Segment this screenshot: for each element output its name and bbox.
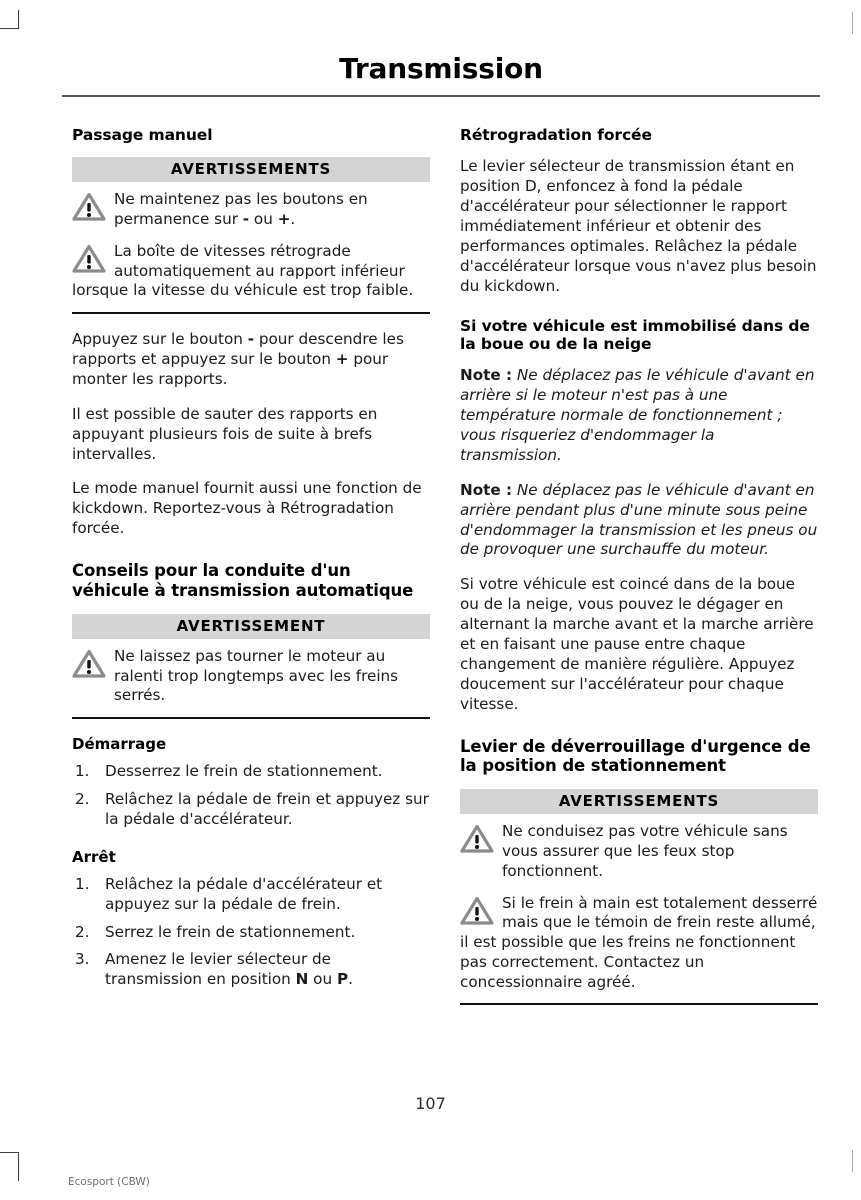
note-two-text: Ne déplacez pas le véhicule d'avant en arrière pendant plus d'une minute sous peine d'endommager la transmission et les pneus ou de provoquer une surchauffe du moteur. — [460, 480, 818, 559]
list-item — [72, 950, 430, 990]
heading-retrogradation-forcee: Rétrogradation forcée — [460, 126, 652, 144]
warning-item — [72, 190, 430, 230]
heading-levier-deverrouillage: Levier de déverrouillage d'urgence de la position de stationnement — [460, 736, 811, 776]
warning-triangle-icon — [460, 824, 494, 854]
warning-block-levier — [460, 789, 818, 1005]
warning-bar-label: AVERTISSEMENTS — [460, 789, 818, 814]
list-arret — [72, 875, 430, 991]
list-demarrage — [72, 762, 430, 830]
right-column — [460, 126, 818, 1021]
heading-demarrage: Démarrage — [72, 735, 167, 754]
paragraph-skip-gears: Il est possible de sauter des rapports en appuyant plusieurs fois de suite à brefs intervalles. — [72, 404, 378, 463]
list-item-number: 2. — [75, 922, 90, 941]
warning-item-text: La boîte de vitesses rétrograde automatiquement au rapport inférieur lorsque la vitesse du véhicule est trop faible. — [72, 241, 414, 300]
list-item — [72, 790, 430, 830]
page-title: Transmission — [339, 52, 543, 85]
warning-item-text: Ne laissez pas tourner le moteur au ralenti trop longtemps avec les freins serrés. — [114, 646, 399, 705]
heading-arret: Arrêt — [72, 847, 116, 866]
warning-item — [460, 894, 818, 993]
footer-model-note: Ecosport (CBW) — [68, 1176, 150, 1188]
warning-triangle-icon — [460, 896, 494, 926]
left-column — [72, 126, 430, 1004]
list-item-text: Relâchez la pédale d'accélérateur et appuyez sur la pédale de frein. — [105, 874, 383, 913]
warning-block-divider — [72, 312, 430, 314]
warning-block-divider — [72, 717, 430, 719]
list-item-number: 2. — [75, 789, 90, 808]
paragraph-manual-kickdown: Le mode manuel fournit aussi une fonction de kickdown. Reportez-vous à Rétrogradation forcée. — [72, 479, 422, 538]
list-item-number: 1. — [75, 762, 90, 781]
paragraph-shift-buttons: Appuyez sur le bouton - pour descendre les rapports et appuyez sur le bouton + pour monter les rapports. — [72, 330, 404, 388]
list-item — [72, 875, 430, 915]
paragraph-kickdown: Le levier sélecteur de transmission étant en position D, enfoncez à fond la pédale d'accélérateur pour sélectionner le rapport immédiatement inférieur et obtenir des performances optimales. Relâchez la pédale d'accélérateur lorsque vous n'avez plus besoin du kickdown. — [460, 157, 817, 295]
heading-conseils-conduite: Conseils pour la conduite d'un véhicule à transmission automatique — [72, 561, 414, 600]
warning-triangle-icon — [72, 244, 106, 274]
warning-block-conseils — [72, 614, 430, 719]
paragraph-stuck-recovery: Si votre véhicule est coincé dans de la boue ou de la neige, vous pouvez le dégager en alternant la marche avant et la marche arrière et en faisant une pause entre chaque changement de manière régulière. Appuyez doucement sur l'accélérateur pour chaque vitesse. — [460, 575, 814, 713]
warning-bar-label: AVERTISSEMENTS — [72, 157, 430, 182]
list-item-number: 3. — [75, 950, 90, 969]
list-item-text: Relâchez la pédale de frein et appuyez sur la pédale d'accélérateur. — [105, 789, 429, 828]
warning-triangle-icon — [72, 192, 106, 222]
page-number: 107 — [415, 1094, 446, 1113]
warning-item — [460, 822, 818, 881]
title-divider — [62, 95, 820, 97]
warning-item-text: Ne maintenez pas les boutons en permanence sur - ou +. — [114, 190, 368, 229]
warning-item — [72, 647, 430, 706]
warning-block-divider — [460, 1003, 818, 1005]
heading-vehicule-immobilise: Si votre véhicule est immobilisé dans de la boue ou de la neige — [460, 316, 810, 353]
list-item-text: Amenez le levier sélecteur de transmission en position N ou P. — [105, 950, 353, 989]
note-label: Note : — [460, 480, 513, 499]
warning-item-text: Ne conduisez pas votre véhicule sans vous assurer que les feux stop fonctionnent. — [502, 822, 788, 880]
list-item-text: Serrez le frein de stationnement. — [105, 922, 356, 941]
note-one — [460, 366, 818, 466]
warning-block-passage-manuel — [72, 157, 430, 314]
note-two — [460, 481, 818, 561]
list-item — [72, 762, 430, 782]
list-item-number: 1. — [75, 874, 90, 893]
warning-bar-label: AVERTISSEMENT — [72, 614, 430, 639]
note-label: Note : — [460, 366, 513, 385]
warning-item-text: Si le frein à main est totalement desserré mais que le témoin de frein reste allumé, il est possible que les freins ne fonctionnent pas correctement. Contactez un concessionnaire agréé. — [460, 893, 818, 991]
warning-item — [72, 242, 430, 301]
list-item-text: Desserrez le frein de stationnement. — [105, 762, 383, 781]
list-item — [72, 923, 430, 943]
note-one-text: Ne déplacez pas le véhicule d'avant en arrière si le moteur n'est pas à une température normale de fonctionnement ; vous risqueriez d'endommager la transmission. — [460, 366, 815, 464]
heading-passage-manuel: Passage manuel — [72, 126, 213, 144]
warning-triangle-icon — [72, 649, 106, 679]
